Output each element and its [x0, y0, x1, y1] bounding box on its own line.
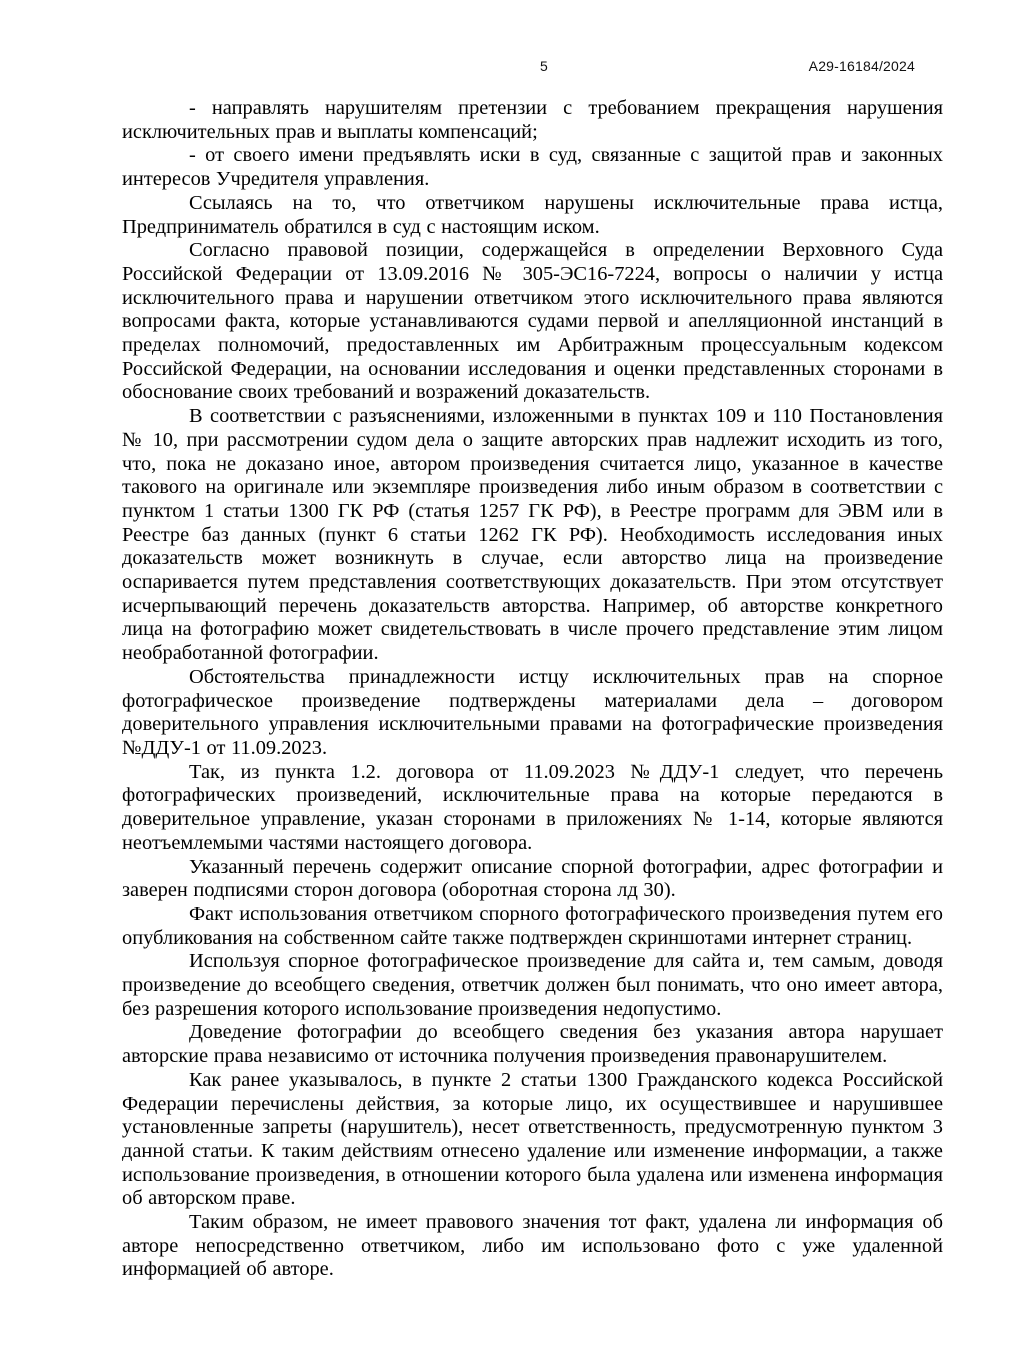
- document-body: [122, 97, 943, 1282]
- paragraph: Так, из пункта 1.2. договора от 11.09.2023 №ДДУ-1 следует, что перечень фотографических произведений, исключительные права на которые передаются в доверительное управление, указан сторонами в приложениях № 1-14, которые являются неотъемлемыми частями настоящего договора.: [122, 760, 943, 854]
- paragraph: Как ранее указывалось, в пункте 2 статьи 1300 Гражданского кодекса Российской Федерации перечислены действия, за которые лицо, их осуществившее и нарушившее установленные запреты (нарушитель), несет ответственность, предусмотренную пунктом 3 данной статьи. К таким действиям отнесено удаление или изменение информации, а также использование произведения, в отношении которого была удалена или изменена информация об авторском праве.: [122, 1068, 943, 1210]
- paragraph: Указанный перечень содержит описание спорной фотографии, адрес фотографии и заверен подписями сторон договора (оборотная сторона лд 30).: [122, 855, 943, 902]
- paragraph: - от своего имени предъявлять иски в суд, связанные с защитой прав и законных интересов Учредителя управления.: [122, 144, 943, 191]
- paragraph: - направлять нарушителям претензии с требованием прекращения нарушения исключительных прав и выплаты компенсаций;: [122, 97, 943, 143]
- paragraph: Обстоятельства принадлежности истцу исключительных прав на спорное фотографическое произведение подтверждены материалами дела – договором доверительного управления исключительными правами на фотографические произведения №ДДУ-1 от 11.09.2023.: [122, 665, 943, 759]
- paragraph: Факт использования ответчиком спорного фотографического произведения путем его опубликования на собственном сайте также подтвержден скриншотами интернет страниц.: [122, 902, 943, 949]
- paragraph: Таким образом, не имеет правового значения тот факт, удалена ли информация об авторе непосредственно ответчиком, либо им использовано фото с уже удаленной информацией об авторе.: [122, 1211, 943, 1281]
- paragraph: Используя спорное фотографическое произведение для сайта и, тем самым, доводя произведение до всеобщего сведения, ответчик должен был понимать, что оно имеет автора, без разрешения которого использование произведения недопустимо.: [122, 950, 943, 1020]
- paragraph: Согласно правовой позиции, содержащейся в определении Верховного Суда Российской Федерации от 13.09.2016 № 305-ЭС16-7224, вопросы о наличии у истца исключительного права и нарушении ответчиком этого исключительного права являются вопросами факта, которые устанавливаются судами первой и апелляционной инстанций в пределах полномочий, предоставленных им Арбитражным процессуальным кодексом Российской Федерации, на основании исследования и оценки представленных сторонами в обоснование своих требований и возражений доказательств.: [122, 239, 943, 404]
- case-number: А29-16184/2024: [808, 58, 915, 74]
- paragraph: Ссылаясь на то, что ответчиком нарушены исключительные права истца, Предприниматель обратился в суд с настоящим иском.: [122, 191, 943, 238]
- page-header: [122, 59, 915, 75]
- page-number: 5: [540, 58, 548, 74]
- paragraph: В соответствии с разъяснениями, изложенными в пунктах 109 и 110 Постановления № 10, при рассмотрении судом дела о защите авторских прав надлежит исходить из того, что, пока не доказано иное, автором произведения считается лицо, указанное в качестве такового на оригинале или экземпляре произведения либо иным образом в соответствии с пунктом 1 статьи 1300 ГК РФ (статья 1257 ГК РФ), в Реестре программ для ЭВМ или в Реестре баз данных (пункт 6 статьи 1262 ГК РФ). Необходимость исследования иных доказательств может возникнуть в случае, если авторство лица на произведение оспаривается путем представления соответствующих доказательств. При этом отсутствует исчерпывающий перечень доказательств авторства. Например, об авторстве конкретного лица на фотографию может свидетельствовать в числе прочего представление этим лицом необработанной фотографии.: [122, 405, 943, 665]
- paragraph: Доведение фотографии до всеобщего сведения без указания автора нарушает авторские права независимо от источника получения произведения правонарушителем.: [122, 1021, 943, 1068]
